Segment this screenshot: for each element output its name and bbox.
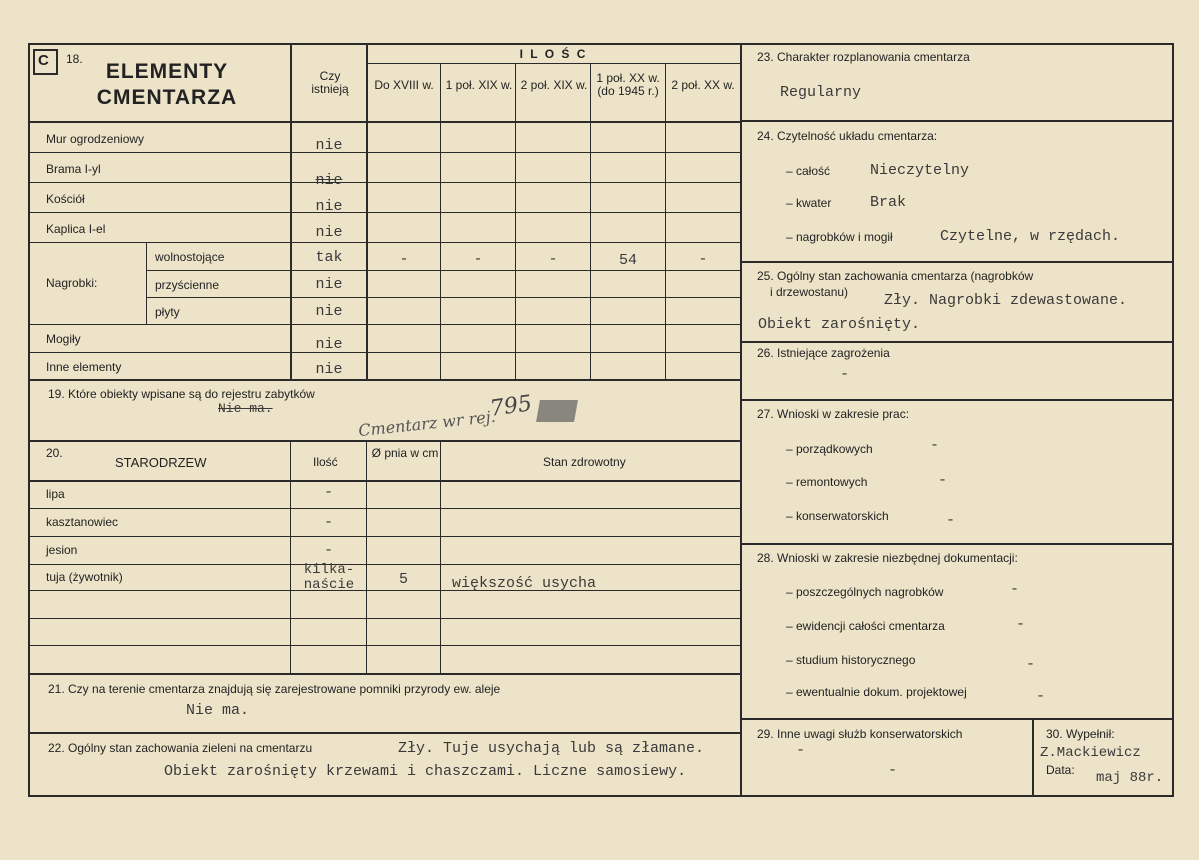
s30-date-label: Data: bbox=[1046, 763, 1075, 777]
nagrobki-label: Nagrobki: bbox=[46, 276, 98, 290]
s26-value: - bbox=[840, 366, 850, 383]
grid-line bbox=[28, 645, 741, 646]
element-label: Brama I-yl bbox=[46, 162, 101, 176]
element-label: Kościół bbox=[46, 192, 85, 206]
grid-line bbox=[28, 480, 741, 482]
s19-handwritten: Cmentarz wr rej. bbox=[357, 406, 497, 441]
s27-label: 27. Wnioski w zakresie prac: bbox=[757, 407, 910, 421]
exists-value: nie bbox=[315, 303, 343, 320]
period-value: - bbox=[548, 251, 558, 268]
s24-calosc-value: Nieczytelny bbox=[870, 162, 970, 179]
period-value: - bbox=[399, 251, 409, 268]
grid-line bbox=[28, 121, 741, 123]
tree-qty: - bbox=[323, 484, 333, 501]
frame-right bbox=[1172, 43, 1174, 797]
s21-label: 21. Czy na terenie cmentarza znajdują się zarejestrowane pomniki przyrody ew. aleje bbox=[48, 682, 501, 696]
frame-bottom bbox=[28, 795, 1174, 797]
exists-value: nie bbox=[315, 276, 343, 293]
tree-name: kasztanowiec bbox=[46, 515, 119, 529]
s28-value: - bbox=[1026, 656, 1036, 673]
s28-value: - bbox=[1036, 688, 1046, 705]
s28-label: 28. Wnioski w zakresie niezbędnej dokumentacji: bbox=[757, 551, 1018, 565]
s28-value: - bbox=[1010, 581, 1020, 598]
s28-item: – ewentualnie dokum. projektowej bbox=[786, 685, 967, 699]
grid-line bbox=[28, 212, 741, 213]
s28-item: – poszczególnych nagrobków bbox=[786, 585, 944, 599]
s20-title: STARODRZEW bbox=[115, 455, 207, 470]
element-label: Mur ogrodzeniowy bbox=[46, 132, 145, 146]
middle-divider bbox=[740, 43, 742, 797]
grid-line bbox=[28, 182, 741, 183]
s28-item: – ewidencji całości cmentarza bbox=[786, 619, 945, 633]
tree-name: lipa bbox=[46, 487, 65, 501]
frame-top bbox=[28, 43, 1174, 45]
s28-item: – studium historycznego bbox=[786, 653, 916, 667]
tree-qty: - bbox=[323, 542, 333, 559]
s28-value: - bbox=[1016, 616, 1026, 633]
s27-value: - bbox=[930, 437, 940, 454]
element-label: Inne elementy bbox=[46, 360, 122, 374]
grid-line bbox=[741, 399, 1173, 401]
exists-value: tak bbox=[315, 249, 343, 266]
s27-value: - bbox=[946, 512, 956, 529]
title-elementy: ELEMENTY bbox=[105, 60, 229, 83]
grid-vline bbox=[146, 242, 147, 324]
tree-diameter: 5 bbox=[398, 571, 408, 588]
s23-label: 23. Charakter rozplanowania cmentarza bbox=[757, 50, 970, 64]
grid-line bbox=[28, 379, 741, 381]
s19-register-number: 795 bbox=[488, 391, 534, 422]
tree-state: większość usycha bbox=[452, 575, 597, 592]
exists-value: nie bbox=[315, 137, 343, 154]
s27-item: – remontowych bbox=[786, 475, 868, 489]
s20-ilosc: Ilość bbox=[313, 455, 338, 469]
grid-line bbox=[28, 324, 741, 325]
s24-kwater-value: Brak bbox=[870, 194, 907, 211]
s27-item: – konserwatorskich bbox=[786, 509, 889, 523]
s22-label: 22. Ogólny stan zachowania zieleni na cmentarzu bbox=[48, 741, 313, 755]
grid-line bbox=[741, 341, 1173, 343]
s25-label-1: 25. Ogólny stan zachowania cmentarza (nagrobków bbox=[757, 269, 1034, 283]
grid-vline bbox=[440, 63, 441, 380]
header-exists: Czy istnieją bbox=[311, 69, 349, 96]
grid-line bbox=[28, 673, 741, 675]
grid-line bbox=[366, 63, 741, 64]
grid-line bbox=[146, 270, 741, 271]
header-ilosc: I L O Ś C bbox=[519, 47, 588, 61]
header-period-1: Do XVIII w. bbox=[374, 78, 434, 92]
grid-vline bbox=[1032, 718, 1034, 796]
tree-name: jesion bbox=[46, 543, 78, 557]
s25-label-2: i drzewostanu) bbox=[770, 285, 849, 299]
grid-line bbox=[28, 590, 741, 591]
period-value: 54 bbox=[618, 252, 637, 269]
s30-name: Z.Mackiewicz bbox=[1040, 745, 1141, 761]
s24-label: 24. Czytelność układu cmentarza: bbox=[757, 129, 938, 143]
element-label: przyścienne bbox=[155, 278, 220, 292]
s30-date: maj 88r. bbox=[1096, 770, 1164, 786]
grid-vline bbox=[515, 63, 516, 380]
grid-line bbox=[28, 152, 741, 153]
s27-value: - bbox=[938, 472, 948, 489]
grid-line bbox=[741, 261, 1173, 263]
grid-vline bbox=[366, 440, 367, 674]
s20-stan: Stan zdrowotny bbox=[543, 455, 626, 469]
grid-line bbox=[741, 543, 1173, 545]
s29-value-1: - bbox=[796, 742, 806, 759]
grid-line bbox=[28, 352, 741, 353]
s29-label: 29. Inne uwagi służb konserwatorskich bbox=[757, 727, 963, 741]
section-letter: C bbox=[38, 52, 49, 69]
tree-qty: - bbox=[323, 514, 333, 531]
grid-line bbox=[28, 732, 741, 734]
s21-value: Nie ma. bbox=[186, 702, 250, 719]
s27-item: – porządkowych bbox=[786, 442, 873, 456]
header-period-2: 1 poł. XIX w. bbox=[445, 78, 513, 92]
exists-value: nie bbox=[315, 361, 343, 378]
s20-number: 20. bbox=[46, 446, 63, 460]
frame-left bbox=[28, 43, 30, 797]
grid-line bbox=[28, 536, 741, 537]
s24-nagrobkow-value: Czytelne, w rzędach. bbox=[940, 228, 1121, 245]
grid-line bbox=[146, 297, 741, 298]
tree-qty: kilka- naście bbox=[303, 562, 355, 593]
s19-typed: Nie ma. bbox=[218, 401, 273, 416]
header-period-3: 2 poł. XIX w. bbox=[520, 78, 588, 92]
period-value: - bbox=[473, 251, 483, 268]
element-label: płyty bbox=[155, 305, 180, 319]
header-period-5: 2 poł. XX w. bbox=[671, 78, 735, 92]
s30-label: 30. Wypełnił: bbox=[1046, 727, 1115, 741]
grid-line bbox=[741, 718, 1173, 720]
s26-label: 26. Istniejące zagrożenia bbox=[757, 346, 890, 360]
s23-value: Regularny bbox=[780, 84, 862, 101]
grid-vline bbox=[366, 43, 368, 380]
s25-value-1: Zły. Nagrobki zdewastowane. bbox=[884, 292, 1128, 309]
grid-vline bbox=[440, 440, 441, 674]
grid-line bbox=[28, 564, 741, 565]
grid-vline bbox=[665, 63, 666, 380]
s19-label: 19. Które obiekty wpisane są do rejestru zabytków bbox=[48, 387, 315, 401]
grid-line bbox=[28, 242, 741, 243]
s24-kwater-label: – kwater bbox=[786, 196, 832, 210]
exists-value: nie bbox=[315, 224, 343, 241]
grid-line bbox=[28, 440, 741, 442]
element-label: Kaplica I-el bbox=[46, 222, 106, 236]
tree-name: tuja (żywotnik) bbox=[46, 570, 123, 584]
grid-line bbox=[28, 508, 741, 509]
element-label: wolnostojące bbox=[155, 250, 225, 264]
period-value: - bbox=[698, 251, 708, 268]
s20-pnia: Ø pnia w cm bbox=[371, 446, 439, 460]
section-18-number: 18. bbox=[66, 52, 83, 66]
element-label: Mogiły bbox=[46, 332, 81, 346]
s24-nagrobkow-label: – nagrobków i mogił bbox=[786, 230, 893, 244]
grid-line bbox=[741, 120, 1173, 122]
s29-value-2: - bbox=[888, 762, 898, 779]
s22-value-1: Zły. Tuje usychają lub są złamane. bbox=[398, 740, 705, 757]
s24-calosc-label: – całość bbox=[786, 164, 831, 178]
s22-value-2: Obiekt zarośnięty krzewami i chaszczami. Liczne samosiewy. bbox=[164, 763, 687, 780]
exists-value: nie bbox=[315, 172, 343, 189]
s25-value-2: Obiekt zarośnięty. bbox=[758, 316, 921, 333]
header-period-4: 1 poł. XX w. (do 1945 r.) bbox=[596, 71, 660, 98]
grid-vline bbox=[590, 63, 591, 380]
exists-value: nie bbox=[315, 336, 343, 353]
exists-value: nie bbox=[315, 198, 343, 215]
title-cmentarza: CMENTARZA bbox=[96, 86, 238, 109]
grid-line bbox=[28, 618, 741, 619]
s19-scribble bbox=[536, 400, 578, 422]
